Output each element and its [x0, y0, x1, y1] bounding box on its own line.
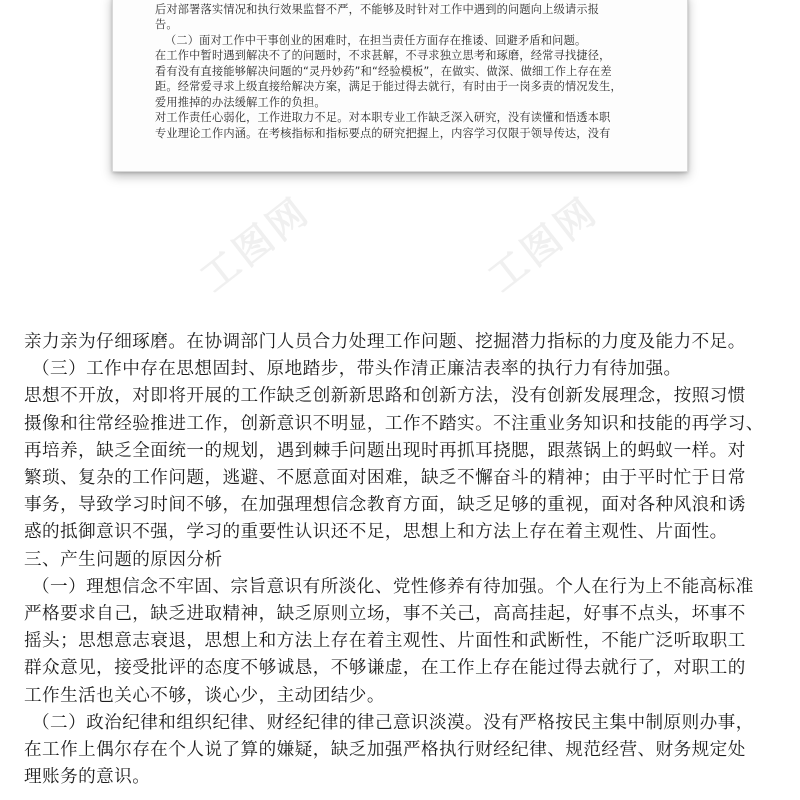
body-line: 思想不开放，对即将开展的工作缺乏创新新思路和创新方法，没有创新发展理念，按照习惯 — [24, 386, 746, 407]
watermark: 工图网 — [191, 188, 319, 301]
body-line: 在工作上偶尔存在个人说了算的嫌疑，缺乏加强严格执行财经纪律、规范经营、财务规定处 — [24, 740, 746, 761]
preview-line: 对工作责任心弱化，工作进取力不足。对本职专业工作缺乏深入研究，没有读懂和悟透本职 — [155, 111, 611, 124]
preview-line: 看有没有直接能够解决问题的“灵丹妙药”和“经验模板”，在做实、做深、做细工作上存在差 — [155, 64, 612, 78]
chapter-heading: 三、产生问题的原因分析 — [24, 549, 223, 570]
preview-line: 在工作中暂时遇到解决不了的问题时，不求甚解，不寻求独立思考和琢磨，经常寻找捷径， — [155, 49, 611, 62]
body-line: 摄像和往常经验推进工作，创新意识不明显，工作不踏实。不注重业务知识和技能的再学习、 — [24, 413, 764, 434]
section-heading: （二）政治纪律和组织纪律、财经纪律的律己意识淡漠。没有严格按民主集中制原则办事， — [32, 712, 754, 733]
body-line: 工作生活也关心不够，谈心少，主动团结少。 — [24, 685, 385, 706]
body-line: 惑的抵御意识不强，学习的重要性认识还不足，思想上和方法上存在着主观性、片面性。 — [24, 522, 728, 543]
preview-line: （二）面对工作中干事创业的困难时，在担当责任方面存在推诿、回避矛盾和问题。 — [165, 33, 587, 47]
document-body — [24, 329, 784, 791]
body-line: 再培养，缺乏全面统一的规划，遇到棘手问题出现时再抓耳挠腮，跟蒸锅上的蚂蚁一样。对 — [24, 440, 746, 461]
body-line: 摇头；思想意志衰退，思想上和方法上存在着主观性、片面性和武断性，不能广泛听取职工 — [24, 631, 746, 652]
section-heading: （三）工作中存在思想固封、原地踏步，带头作清正廉洁表率的执行力有待加强。 — [32, 359, 682, 380]
preview-line: 专业理论工作内涵。在考核指标和指标要点的研究把握上，内容学习仅限于领导传达，没有 — [155, 126, 611, 140]
body-line: 严格要求自己，缺乏进取精神，缺乏原则立场，事不关己，高高挂起，好事不点头，坏事不 — [24, 604, 746, 625]
body-line: 群众意见，接受批评的态度不够诚恳，不够谦虚，在工作上存在能过得去就行了，对职工的 — [24, 658, 746, 679]
section-heading: （一）理想信念不牢固、宗旨意识有所淡化、党性修养有待加强。个人在行为上不能高标准 — [32, 576, 754, 597]
body-line: 事务，导致学习时间不够，在加强理想信念教育方面，缺乏足够的重视，面对各种风浪和诱 — [24, 495, 746, 516]
document-preview-card — [112, 0, 688, 172]
preview-line: 告。 — [155, 18, 178, 31]
body-line: 亲力亲为仔细琢磨。在协调部门人员合力处理工作问题、挖掘潜力指标的力度及能力不足。 — [24, 332, 746, 352]
preview-line: 爱用推掉的办法缓解工作的负担。 — [155, 95, 326, 109]
body-line: 理账务的意识。 — [24, 767, 151, 788]
preview-line: 后对部署落实情况和执行效果监督不严，不能够及时针对工作中遇到的问题向上级请示报 — [155, 2, 600, 16]
preview-line: 距。经常爱寻求上级直接给解决方案，满足于能过得去就行，有时由于一岗多责的情况发生， — [155, 80, 622, 93]
watermark: 工图网 — [479, 188, 607, 301]
body-line: 繁琐、复杂的工作问题，逃避、不愿意面对困难，缺乏不懈奋斗的精神；由于平时忙于日常 — [24, 468, 746, 489]
